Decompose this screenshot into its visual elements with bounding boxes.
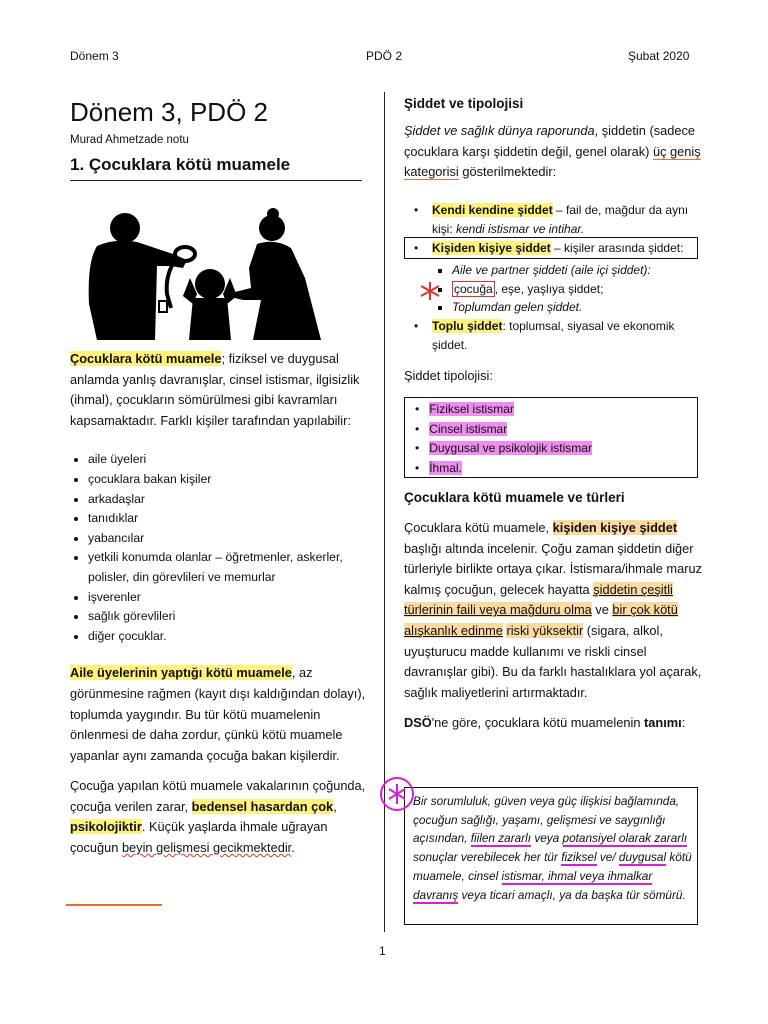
category-interpersonal: • Kişiden kişiye şiddet – kişiler arasında şiddet: <box>414 241 684 255</box>
definition-text: veya <box>531 831 563 846</box>
list-item: • tanıdıklar <box>88 509 366 529</box>
section-heading: 1. Çocuklara kötü muamele <box>70 155 362 181</box>
paragraph-text: : toplumsal, siyasal ve ekonomik şiddet. <box>432 319 675 352</box>
paragraph-text: Çocuğa yapılan kötü muamele vakalarının çoğunda, çocuğa verilen zarar, <box>70 778 366 814</box>
definition-text: veya ticari amaçlı, ya da başka tür sömürü. <box>458 887 686 902</box>
paragraph-text: . Küçük yaşlarda ihmale uğrayan çocuğun <box>70 819 328 856</box>
definition-text: sonuçlar verebilecek her tür <box>413 850 562 865</box>
paragraph-text: ve <box>591 602 613 618</box>
underlined-phrase: duygusal <box>618 850 667 865</box>
paragraph-text: , <box>333 798 337 814</box>
paragraph-text: , eşe, yaşlıya şiddet; <box>494 281 604 296</box>
definition-text: kötü muamele, cinsel <box>413 850 692 883</box>
heading-child-maltreatment-types: Çocuklara kötü muamele ve türleri <box>404 490 625 505</box>
underlined-phrase: üç geniş kategorisi <box>404 143 701 180</box>
list-item: • arkadaşlar <box>88 490 366 510</box>
bold-term: tanımı <box>644 715 682 731</box>
typology-item: • Duygusal ve psikolojik istismar <box>415 441 592 455</box>
violence-intro-paragraph <box>404 121 704 183</box>
page-number: 1 <box>379 944 386 958</box>
italic-text: kendi istismar ve intihar. <box>456 221 585 236</box>
abuse-silhouette-illustration <box>75 208 325 340</box>
paragraph-text: , şiddetin (sadece çocuklara karşı şiddetin değil, genel olarak) <box>404 123 695 159</box>
typology-item-text: Fiziksel istismar <box>429 402 514 416</box>
highlight-term: Aile üyelerinin yaptığı kötü muamele <box>70 665 292 681</box>
definition-box <box>404 787 698 925</box>
magenta-circled-star-icon <box>376 772 420 816</box>
highlight-term: riski yüksektir <box>506 622 584 638</box>
list-item: • aile üyeleri <box>88 450 366 470</box>
highlight-term: Çocuklara kötü muamele <box>70 351 222 366</box>
category-collective: • Toplu şiddet: toplumsal, siyasal ve ekonomik şiddet. <box>414 319 675 352</box>
underlined-phrase: beyin gelişmesi gecikmektedir <box>121 840 292 856</box>
perpetrator-list <box>70 450 366 646</box>
paragraph-text: : <box>681 715 686 731</box>
underlined-phrase: potansiyel olarak zararlı <box>562 831 688 846</box>
author-note: Murad Ahmetzade notu <box>70 134 189 146</box>
paragraph-text: . <box>291 840 295 856</box>
paragraph-text: – kişiler arasında şiddet: <box>550 241 684 255</box>
highlight-term: şiddetin çeşitli türlerinin faili veya mağduru olma <box>404 581 673 618</box>
orange-underline-mark <box>66 904 162 906</box>
typology-item-text: İhmal. <box>429 460 462 475</box>
typology-item: • Cinsel istismar <box>415 421 508 436</box>
sub-item: ▪ Aile ve partner şiddeti (aile içi şiddet): <box>452 261 706 280</box>
category-self: • Kendi kendine şiddet – fail de, mağdur da aynı kişi: kendi istismar ve intihar. <box>414 203 689 236</box>
highlight-term: bedensel hasardan çok <box>191 798 334 814</box>
sub-item: ▪ Toplumdan gelen şiddet. <box>452 298 706 317</box>
paragraph-text: (sigara, alkol, uyuşturucu madde kullanımı ve riskli cinsel davranışlar gibi). Bu da farklı hastalıklara yol açarak, sağlık maliyetlerini artırmaktadır. <box>404 622 702 700</box>
page-title: Dönem 3, PDÖ 2 <box>70 97 268 127</box>
definition-text: ve/ <box>596 850 619 865</box>
list-item: • yetkili konumda olanlar – öğretmenler, askerler, polisler, din görevlileri ve memurlar <box>88 548 366 587</box>
italic-text: Şiddet ve sağlık dünya raporunda <box>404 123 595 138</box>
red-star-icon <box>418 280 442 302</box>
paragraph-text: gösterilmektedir: <box>458 164 557 180</box>
highlight-term: Kendi kendine şiddet <box>432 203 553 217</box>
paragraph-text: ; fiziksel ve duygusal anlamda yanlış davranışlar, cinsel istismar, ilgisizlik (ihmal), çocukların sömürülmesi gibi kavramları kapsamaktadır. Farklı kişiler tarafından yapılabilir: <box>70 351 360 428</box>
sub-item <box>452 280 706 299</box>
typology-item: • İhmal. <box>415 460 462 475</box>
header-right: Şubat 2020 <box>628 49 690 63</box>
typology-item: • Fiziksel istismar <box>415 402 514 416</box>
typology-box <box>404 397 698 478</box>
intro-paragraph <box>70 349 366 431</box>
list-item: • işverenler <box>88 588 366 608</box>
list-item: • yabancılar <box>88 529 366 549</box>
header-center: PDÖ 2 <box>366 49 403 63</box>
bold-term: DSÖ <box>404 715 432 731</box>
maltreatment-paragraph <box>404 518 704 703</box>
typology-label: Şiddet tipolojisi: <box>404 368 493 383</box>
underlined-phrase: fiziksel <box>561 850 597 865</box>
paragraph-text: başlığı altında incelenir. Çoğu zaman şiddetin diğer türleriyle birlikte ortaya çıkar. İstismara/ihmale maruz kalmış çocuğun, gelecek hayatta <box>404 540 702 597</box>
boxed-word: çocuğa <box>454 281 493 296</box>
highlight-term: psikolojiktir <box>70 819 142 835</box>
family-abuse-paragraph <box>70 663 366 766</box>
highlight-term: bir çok kötü alışkanlık edinme <box>404 602 678 638</box>
harm-paragraph <box>70 776 366 858</box>
list-item: • sağlık görevlileri <box>88 607 366 627</box>
who-definition-intro <box>404 713 704 734</box>
list-item: • diğer çocuklar. <box>88 627 366 647</box>
typology-item-text: Duygusal ve psikolojik istismar <box>429 441 592 455</box>
underlined-phrase: istismar, ihmal veya ihmalkar davranış <box>413 868 653 902</box>
highlight-term: kişiden kişiye şiddet <box>552 520 678 535</box>
underlined-phrase: fiilen zararlı <box>470 831 532 846</box>
list-item: • çocuklara bakan kişiler <box>88 470 366 490</box>
interpersonal-sublist <box>426 261 706 317</box>
paragraph-text: , az görünmesine rağmen (kayıt dışı kaldığından dolayı), toplumda yaygındır. Bu tür kötü muamelenin önlenmesi de daha zordur, çünkü kötü muamele yapanlar aynı zamanda çocuğa bakan kişilerdir. <box>70 665 366 763</box>
highlight-term: Toplu şiddet <box>432 319 503 333</box>
definition-text: Bir sorumluluk, güven veya güç ilişkisi bağlamında, çocuğun sağlığı, yaşamı, gelişmesi ve saygınlığı açısından, <box>413 794 680 846</box>
header-left: Dönem 3 <box>70 49 119 63</box>
typology-item-text: Cinsel istismar <box>429 421 508 436</box>
heading-violence-typology: Şiddet ve tipolojisi <box>404 96 524 111</box>
highlight-term: Kişiden kişiye şiddet <box>432 241 551 255</box>
paragraph-text: 'ne göre, çocuklara kötü muamelenin <box>431 715 645 731</box>
paragraph-text: Çocuklara kötü muamele, <box>404 520 553 535</box>
paragraph-text: – fail de, mağdur da aynı kişi: <box>432 203 689 236</box>
